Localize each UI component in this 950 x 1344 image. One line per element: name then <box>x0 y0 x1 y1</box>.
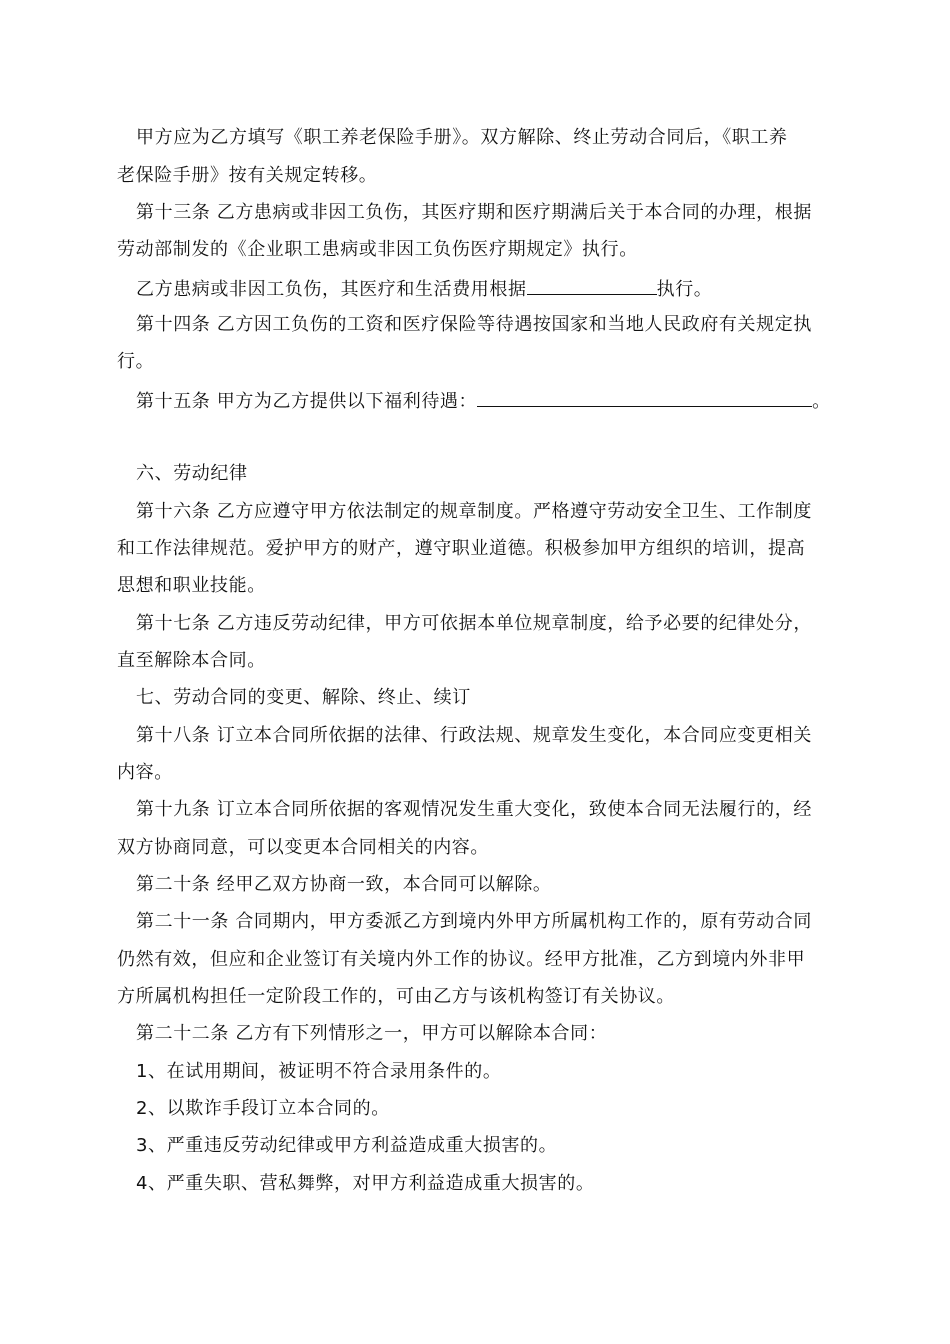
paragraph-line: 思想和职业技能。 <box>117 575 266 596</box>
paragraph-line: 行。 <box>117 351 155 372</box>
paragraph-line: 双方协商同意，可以变更本合同相关的内容。 <box>117 837 489 858</box>
paragraph-line: 第十三条 乙方患病或非因工负伤，其医疗期和医疗期满后关于本合同的办理，根据 <box>136 202 812 223</box>
paragraph-line: 直至解除本合同。 <box>117 650 266 671</box>
paragraph-text: 第十五条 甲方为乙方提供以下福利待遇： <box>136 391 478 412</box>
paragraph-line: 仍然有效，但应和企业签订有关境内外工作的协议。经甲方批准，乙方到境内外非甲 <box>117 949 806 970</box>
paragraph-line <box>136 276 712 302</box>
section-heading: 六、劳动纪律 <box>136 463 248 484</box>
section-heading: 七、劳动合同的变更、解除、终止、续订 <box>136 687 471 708</box>
list-item: 4、严重失职、营私舞弊，对甲方利益造成重大损害的。 <box>136 1173 595 1194</box>
list-item: 1、在试用期间，被证明不符合录用条件的。 <box>136 1061 502 1082</box>
paragraph-line: 第十四条 乙方因工负伤的工资和医疗保险等待遇按国家和当地人民政府有关规定执 <box>136 314 812 335</box>
paragraph-line: 和工作法律规范。爱护甲方的财产，遵守职业道德。积极参加甲方组织的培训，提高 <box>117 538 806 559</box>
paragraph-line: 劳动部制发的《企业职工患病或非因工负伤医疗期规定》执行。 <box>117 239 638 260</box>
paragraph-line: 第十六条 乙方应遵守甲方依法制定的规章制度。严格遵守劳动安全卫生、工作制度 <box>136 501 812 522</box>
fill-in-blank <box>477 388 812 407</box>
paragraph-text: 执行。 <box>656 279 713 300</box>
paragraph-text: 乙方患病或非因工负伤，其医疗和生活费用根据 <box>136 279 527 300</box>
paragraph-line: 第二十一条 合同期内，甲方委派乙方到境内外甲方所属机构工作的，原有劳动合同 <box>136 911 812 932</box>
paragraph-line: 甲方应为乙方填写《职工养老保险手册》。双方解除、终止劳动合同后，《职工养 <box>136 127 788 148</box>
paragraph-line: 第十九条 订立本合同所依据的客观情况发生重大变化，致使本合同无法履行的，经 <box>136 799 812 820</box>
paragraph-line: 内容。 <box>117 762 173 783</box>
paragraph-line: 第二十二条 乙方有下列情形之一，甲方可以解除本合同： <box>136 1023 608 1044</box>
paragraph-text: 。 <box>812 391 831 412</box>
paragraph-line: 第二十条 经甲乙双方协商一致，本合同可以解除。 <box>136 874 552 895</box>
list-item: 3、严重违反劳动纪律或甲方利益造成重大损害的。 <box>136 1135 558 1156</box>
list-item: 2、以欺诈手段订立本合同的。 <box>136 1098 390 1119</box>
paragraph-line: 老保险手册》按有关规定转移。 <box>117 165 378 186</box>
paragraph-line <box>136 388 831 414</box>
paragraph-line: 方所属机构担任一定阶段工作的，可由乙方与该机构签订有关协议。 <box>117 986 675 1007</box>
fill-in-blank <box>527 276 657 295</box>
paragraph-line: 第十八条 订立本合同所依据的法律、行政法规、规章发生变化，本合同应变更相关 <box>136 725 812 746</box>
paragraph-line: 第十七条 乙方违反劳动纪律，甲方可依据本单位规章制度，给予必要的纪律处分， <box>136 613 812 634</box>
